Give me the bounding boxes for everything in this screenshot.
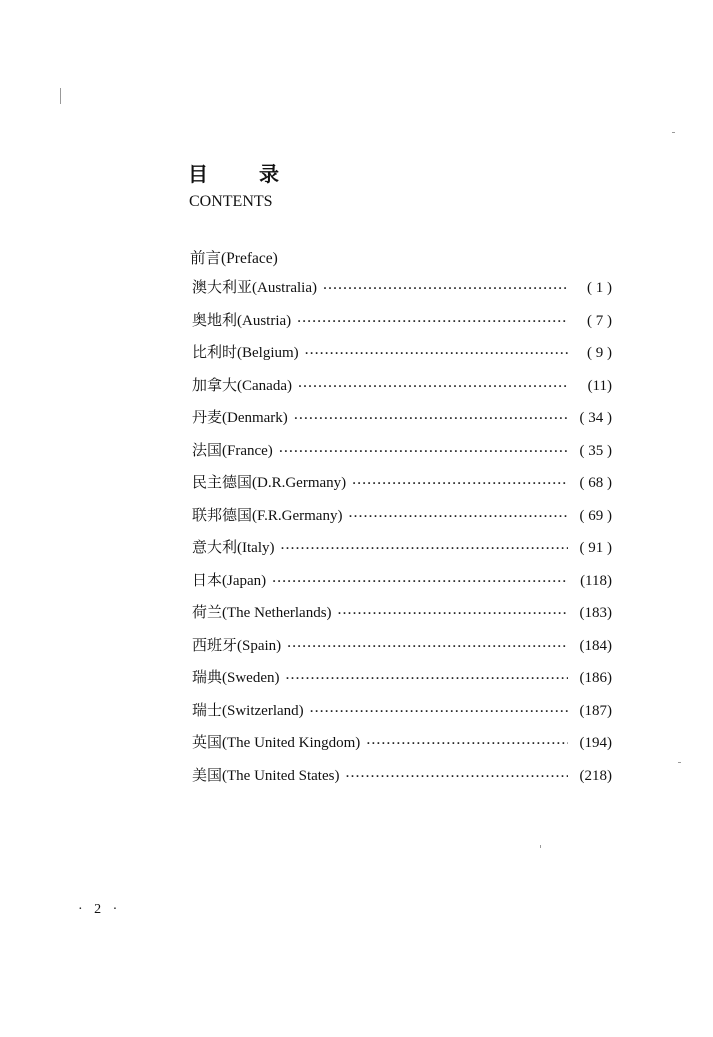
toc-page-number: (183) bbox=[579, 605, 612, 621]
toc-page-number: (184) bbox=[579, 637, 612, 654]
toc-page-number: (194) bbox=[579, 735, 612, 751]
footer-page-number: · 2 · bbox=[78, 902, 122, 917]
toc-page-number: ( 68 ) bbox=[579, 475, 612, 491]
toc-label: 意大利(Italy) bbox=[192, 540, 275, 556]
page-subtitle: CONTENTS bbox=[189, 193, 273, 210]
dot-leader bbox=[298, 379, 568, 394]
page-title: 目 录 bbox=[188, 162, 301, 186]
toc-page-number: (186) bbox=[579, 670, 612, 686]
dot-leader bbox=[272, 574, 568, 589]
toc-label: 美国(The United States) bbox=[192, 767, 340, 784]
toc-page-number: ( 9 ) bbox=[587, 345, 612, 361]
toc-page-number: ( 91 ) bbox=[579, 540, 612, 556]
toc-entry-france bbox=[192, 439, 612, 472]
toc-label: 法国(France) bbox=[192, 442, 273, 459]
toc-entry-spain bbox=[192, 634, 612, 667]
dot-leader bbox=[366, 736, 568, 751]
toc-page-number: (218) bbox=[579, 767, 612, 784]
toc-entry-austria bbox=[192, 309, 612, 342]
toc-entry-united-states bbox=[192, 764, 612, 797]
dot-leader bbox=[348, 509, 568, 524]
toc-entry-fr-germany bbox=[192, 504, 612, 537]
dot-leader bbox=[310, 704, 568, 719]
toc-page-number: (11) bbox=[587, 377, 612, 394]
toc-page-number: (118) bbox=[580, 572, 612, 589]
toc-entry-australia bbox=[192, 276, 612, 309]
toc-label: 瑞典(Sweden) bbox=[192, 670, 280, 686]
toc-label: 澳大利亚(Australia) bbox=[192, 280, 317, 296]
dot-leader bbox=[287, 639, 568, 654]
toc-entry-netherlands bbox=[192, 601, 612, 634]
toc-label: 日本(Japan) bbox=[192, 572, 267, 589]
scan-speck bbox=[678, 762, 681, 763]
preface-entry: 前言(Preface) bbox=[190, 250, 278, 267]
scan-speck bbox=[540, 845, 541, 848]
dot-leader bbox=[352, 476, 568, 491]
toc-label: 加拿大(Canada) bbox=[192, 377, 292, 394]
dot-leader bbox=[285, 671, 568, 686]
scan-speck bbox=[672, 132, 675, 133]
toc-entry-canada bbox=[192, 374, 612, 407]
toc-label: 民主德国(D.R.Germany) bbox=[192, 475, 347, 491]
toc-label: 联邦德国(F.R.Germany) bbox=[192, 507, 343, 524]
dot-leader bbox=[279, 444, 568, 459]
toc-label: 英国(The United Kingdom) bbox=[192, 735, 361, 751]
toc-page-number: ( 1 ) bbox=[587, 280, 612, 296]
toc-label: 奥地利(Austria) bbox=[192, 312, 292, 329]
dot-leader bbox=[294, 411, 568, 426]
toc-page-number: ( 69 ) bbox=[579, 507, 612, 524]
table-of-contents bbox=[192, 276, 612, 796]
toc-entry-switzerland bbox=[192, 699, 612, 732]
toc-page-number: ( 7 ) bbox=[587, 312, 612, 329]
toc-entry-dr-germany bbox=[192, 471, 612, 504]
toc-entry-japan bbox=[192, 569, 612, 602]
toc-page-number: (187) bbox=[579, 702, 612, 719]
toc-entry-belgium bbox=[192, 341, 612, 374]
dot-leader bbox=[297, 314, 568, 329]
dot-leader bbox=[345, 769, 568, 784]
dot-leader bbox=[323, 281, 568, 296]
toc-label: 丹麦(Denmark) bbox=[192, 410, 288, 426]
toc-entry-united-kingdom bbox=[192, 731, 612, 764]
dot-leader bbox=[305, 346, 568, 361]
toc-entry-sweden bbox=[192, 666, 612, 699]
scan-speck bbox=[60, 88, 61, 104]
toc-page-number: ( 35 ) bbox=[579, 442, 612, 459]
toc-page-number: ( 34 ) bbox=[579, 410, 612, 426]
dot-leader bbox=[280, 541, 568, 556]
toc-label: 瑞士(Switzerland) bbox=[192, 702, 304, 719]
toc-entry-denmark bbox=[192, 406, 612, 439]
dot-leader bbox=[338, 606, 568, 621]
toc-label: 西班牙(Spain) bbox=[192, 637, 282, 654]
toc-label: 比利时(Belgium) bbox=[192, 345, 299, 361]
toc-entry-italy bbox=[192, 536, 612, 569]
toc-label: 荷兰(The Netherlands) bbox=[192, 605, 332, 621]
